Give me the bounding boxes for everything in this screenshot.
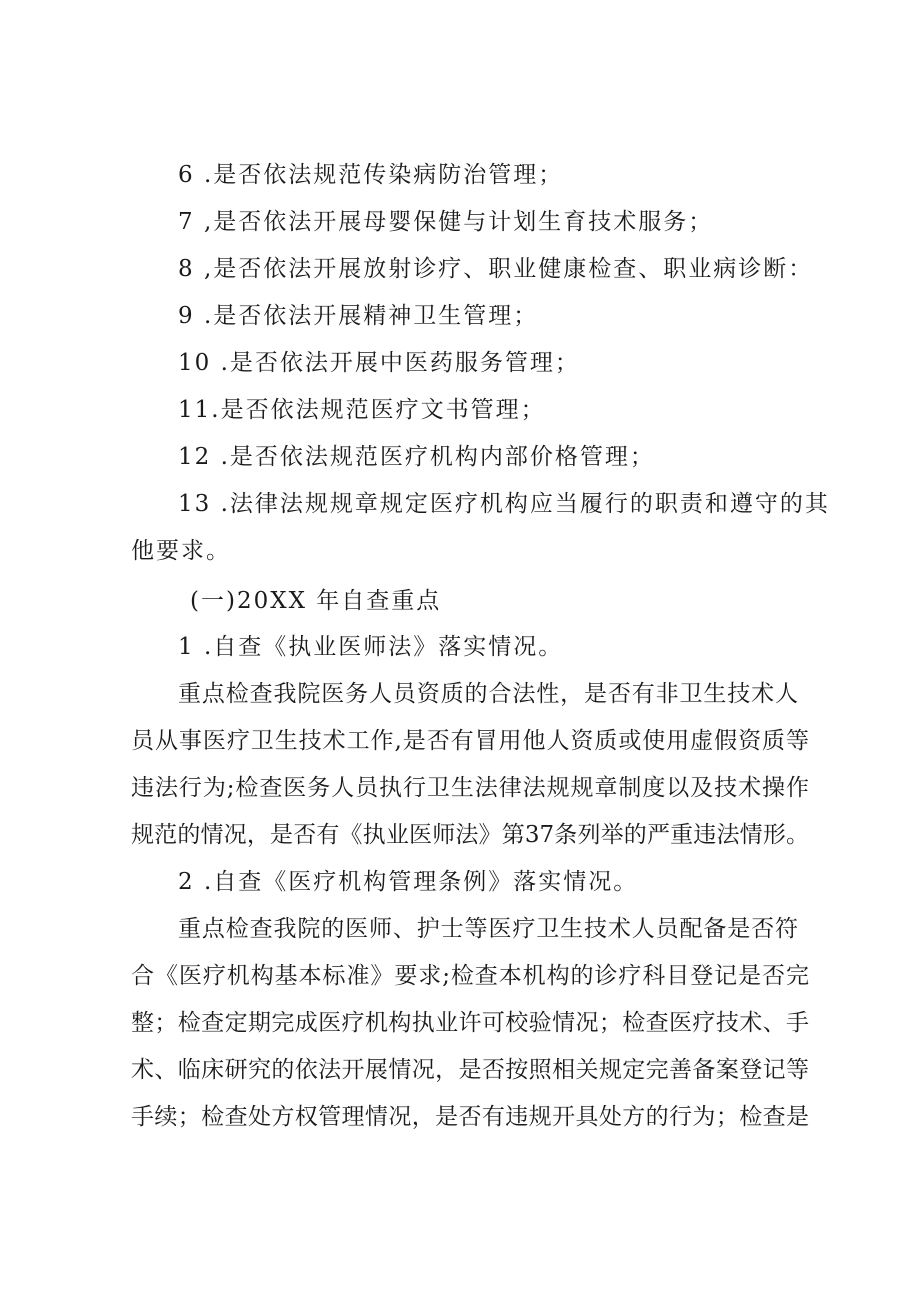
item1-body-line: 规范的情况，是否有《执业医师法》第37条列举的严重违法情形。 bbox=[131, 822, 809, 848]
list-item-6: 6 .是否依法规范传染病防治管理； bbox=[178, 162, 564, 188]
item2-body-line: 重点检查我院的医师、护士等医疗卫生技术人员配备是否符 bbox=[178, 916, 798, 942]
list-item-11: 11.是否依法规范医疗文书管理； bbox=[178, 397, 546, 423]
item1-body-line: 员从事医疗卫生技术工作,是否有冒用他人资质或使用虚假资质等 bbox=[131, 728, 809, 754]
item2-body-line: 术、临床研究的依法开展情况，是否按照相关规定完善备案登记等 bbox=[131, 1057, 809, 1083]
list-item-8: 8 ,是否依法开展放射诊疗、职业健康检查、职业病诊断： bbox=[178, 256, 814, 282]
list-item-13: 13 .法律法规规章规定医疗机构应当履行的职责和遵守的其 bbox=[178, 491, 830, 517]
list-item-12: 12 .是否依法规范医疗机构内部价格管理； bbox=[178, 444, 655, 470]
item1-title: 1 .自查《执业医师法》落实情况。 bbox=[178, 634, 564, 660]
list-item-10: 10 .是否依法开展中医药服务管理； bbox=[178, 350, 580, 376]
section-heading: (一)20XX 年自查重点 bbox=[190, 588, 442, 614]
item2-body-line: 手续；检查处方权管理情况，是否有违规开具处方的行为；检查是 bbox=[131, 1104, 809, 1130]
item2-body-line: 合《医疗机构基本标准》要求;检查本机构的诊疗科目登记是否完 bbox=[131, 963, 809, 989]
list-item-7: 7 ,是否依法开展母婴保健与计划生育技术服务； bbox=[178, 209, 714, 235]
item2-body-line: 整；检查定期完成医疗机构执业许可校验情况；检查医疗技术、手 bbox=[131, 1010, 809, 1036]
item1-body-line: 违法行为;检查医务人员执行卫生法律法规规章制度以及技术操作 bbox=[131, 775, 809, 801]
list-item-13-continued: 他要求。 bbox=[131, 538, 231, 564]
item1-body-line: 重点检查我院医务人员资质的合法性，是否有非卫生技术人 bbox=[178, 681, 798, 707]
item2-title: 2 .自查《医疗机构管理条例》落实情况。 bbox=[178, 869, 639, 895]
list-item-9: 9 .是否依法开展精神卫生管理； bbox=[178, 303, 539, 329]
